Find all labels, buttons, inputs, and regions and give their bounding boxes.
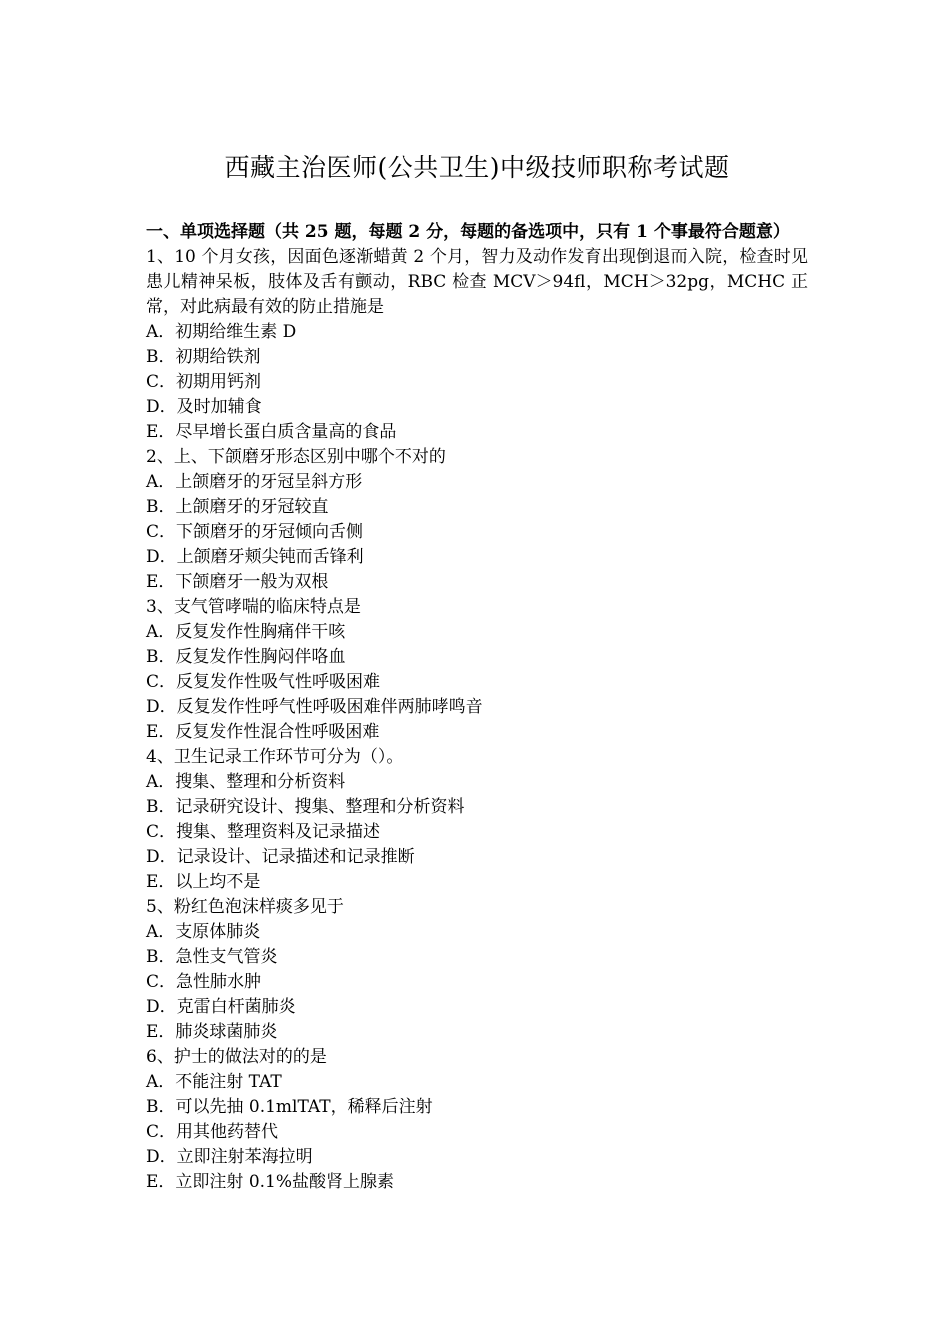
question-4 xyxy=(146,745,808,895)
question-text: 5、粉红色泡沫样痰多见于 xyxy=(146,897,344,917)
option-e: E．以上均不是 xyxy=(146,872,261,892)
option-b: B．记录研究设计、搜集、整理和分析资料 xyxy=(146,797,465,817)
option-e: E．尽早增长蛋白质含量高的食品 xyxy=(146,422,397,442)
option-c: C．用其他药替代 xyxy=(146,1122,279,1142)
option-a: A．支原体肺炎 xyxy=(146,922,261,942)
option-d: D．立即注射苯海拉明 xyxy=(146,1147,313,1167)
option-d: D．反复发作性呼气性呼吸困难伴两肺哮鸣音 xyxy=(146,697,483,717)
option-c: C．搜集、整理资料及记录描述 xyxy=(146,822,381,842)
option-b: B．反复发作性胸闷伴咯血 xyxy=(146,647,346,667)
option-b: B．急性支气管炎 xyxy=(146,947,278,967)
option-d: D．记录设计、记录描述和记录推断 xyxy=(146,847,415,867)
question-2 xyxy=(146,445,808,595)
question-6 xyxy=(146,1045,808,1195)
option-a: A．搜集、整理和分析资料 xyxy=(146,772,346,792)
option-d: D．上颌磨牙颊尖钝而舌锋利 xyxy=(146,547,364,567)
option-e: E．立即注射 0.1%盐酸肾上腺素 xyxy=(146,1172,395,1192)
option-b: B．可以先抽 0.1mlTAT，稀释后注射 xyxy=(146,1097,433,1117)
option-c: C．初期用钙剂 xyxy=(146,372,262,392)
option-a: A．反复发作性胸痛伴干咳 xyxy=(146,622,346,642)
document-title: 西藏主治医师(公共卫生)中级技师职称考试题 xyxy=(224,153,730,182)
option-e: E．肺炎球菌肺炎 xyxy=(146,1022,278,1042)
option-d: D．克雷白杆菌肺炎 xyxy=(146,997,296,1017)
question-text: 2、上、下颌磨牙形态区别中哪个不对的 xyxy=(146,447,446,467)
question-1 xyxy=(146,245,808,445)
document-page xyxy=(146,150,808,1195)
option-c: C．下颌磨牙的牙冠倾向舌侧 xyxy=(146,522,364,542)
option-c: C．急性肺水肿 xyxy=(146,972,262,992)
question-3 xyxy=(146,595,808,745)
option-a: A．初期给维生素 D xyxy=(146,322,297,342)
question-text: 3、支气管哮喘的临床特点是 xyxy=(146,597,361,617)
option-c: C．反复发作性吸气性呼吸困难 xyxy=(146,672,381,692)
option-b: B．初期给铁剂 xyxy=(146,347,261,367)
option-a: A．不能注射 TAT xyxy=(146,1072,282,1092)
option-e: E．下颌磨牙一般为双根 xyxy=(146,572,329,592)
question-text: 1、10 个月女孩，因面色逐渐蜡黄 2 个月，智力及动作发育出现倒退而入院，检查时见患儿精神呆板，肢体及舌有颤动，RBC 检查 MCV＞94fl，MCH＞32pg，MCHC 正常，对此病最有效的防止措施是 xyxy=(146,247,808,317)
question-text: 4、卫生记录工作环节可分为（）。 xyxy=(146,747,404,767)
question-5 xyxy=(146,895,808,1045)
section-heading: 一、单项选择题（共 25 题，每题 2 分，每题的备选项中，只有 1 个事最符合题意） xyxy=(146,222,790,242)
option-d: D．及时加辅食 xyxy=(146,397,262,417)
option-b: B．上颌磨牙的牙冠较直 xyxy=(146,497,329,517)
option-e: E．反复发作性混合性呼吸困难 xyxy=(146,722,380,742)
option-a: A．上颌磨牙的牙冠呈斜方形 xyxy=(146,472,363,492)
question-text: 6、护士的做法对的的是 xyxy=(146,1047,327,1067)
